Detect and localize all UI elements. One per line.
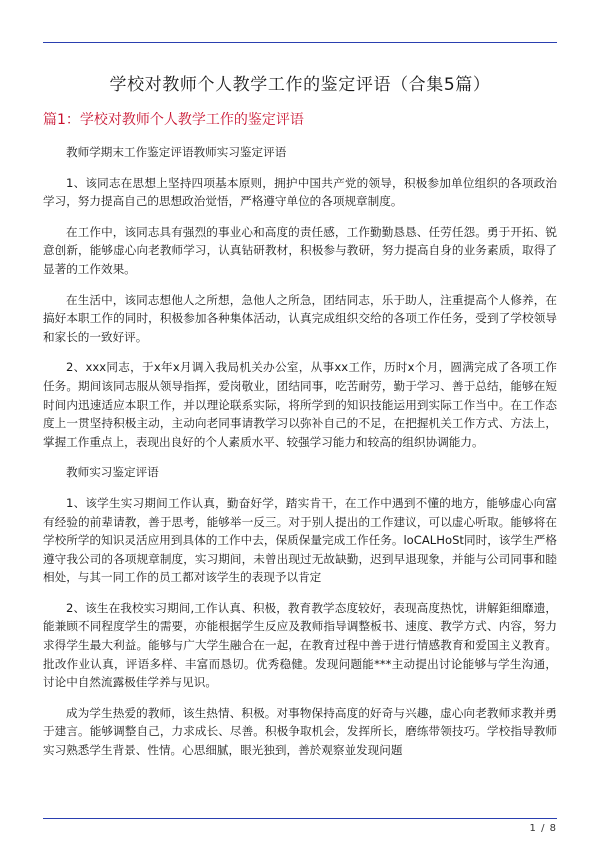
document-title: 学校对教师个人教学工作的鉴定评语（合集5篇） (109, 75, 491, 95)
paragraph: 教师学期末工作鉴定评语教师实习鉴定评语 (66, 145, 287, 159)
section-title: 篇1：学校对教师个人教学工作的鉴定评语 (43, 112, 304, 128)
paragraph: 在工作中，该同志具有强烈的事业心和高度的责任感，工作勤勤恳恳、任劳任怨。勇于开拓、锐意创新，能够虚心向老教师学习，认真钻研教材，积极参与教研，努力提高自身的业务素质，取得了显著的工作效果。 (43, 224, 557, 276)
paragraph: 在生活中，该同志想他人之所想，急他人之所急，团结同志，乐于助人，注重提高个人修养，在搞好本职工作的同时，积极参加各种集体活动，认真完成组织交给的各项工作任务，受到了学校领导和家长的一致好评。 (43, 292, 557, 344)
footer-rule (43, 818, 557, 819)
paragraph: 成为学生热爱的教师，该生热情、积极。对事物保持高度的好奇与兴趣，虚心向老教师求教并勇于建言。能够调整自己，力求成长、尽善。积极争取机会，发挥所长，磨练带领技巧。学校指导教师实习熟悉学生背景、性情。心思细腻，眼光独到，善於观察並发现问题 (43, 705, 557, 758)
paragraph: 2、xxx同志，于x年x月调入我局机关办公室，从事xx工作，历时x个月，圆满完成了各项工作任务。期间该同志服从领导指挥，爱岗敬业，团结同事，吃苦耐劳，勤于学习、善于总结，能够在短时间内迅速适应本职工作，并以理论联系实际，将所学到的知识技能运用到实际工作当中。在工作态度上一贯坚持积极主动，主动向老同事请教学习以弥补自己的不足，在把握机关工作方式、方法上，掌握工作重点上，表现出良好的个人素质水平、较强学习能力和较高的组织协调能力。 (43, 360, 557, 449)
header-rule (43, 42, 557, 43)
page-indicator: 1 / 8 (529, 823, 557, 834)
paragraph: 1、该同志在思想上坚持四项基本原则，拥护中国共产党的领导，积极参加单位组织的各项政治学习，努力提高自己的思想政治觉悟，严格遵守单位的各项规章制度。 (43, 175, 557, 209)
paragraph: 1、该学生实习期间工作认真，勤奋好学，踏实肯干，在工作中遇到不懂的地方，能够虚心向富有经验的前辈请教，善于思考，能够举一反三。对于别人提出的工作建议，可以虚心听取。能够将在学校所学的知识灵活应用到具体的工作中去，保质保量完成工作任务。loCALHoSt同时，该学生严格遵守我公司的各项规章制度，实习期间，未曾出现过无故缺勤，迟到早退现象，并能与公司同事和睦相处，与其一同工作的员工都对该学生的表现予以肯定 (43, 495, 557, 585)
document-body (43, 70, 557, 772)
paragraph: 2、该生在我校实习期间,工作认真、积极，教育教学态度较好，表现高度热忱，讲解鉅细靡遗，能兼顾不同程度学生的需要，亦能根据学生反应及教师指导调整板书、速度、教学方式、内容，努力求得学生最大利益。能够与广大学生融合在一起，在教育过程中善于进行情感教育和爱国主义教育。批改作业认真，评语多样、丰富而恳切。优秀稳健。发现问题能***主动提出讨论能够与学生沟通，讨论中自然流露极佳学养与见识。 (43, 600, 557, 690)
paragraph: 教师实习鉴定评语 (66, 465, 159, 480)
